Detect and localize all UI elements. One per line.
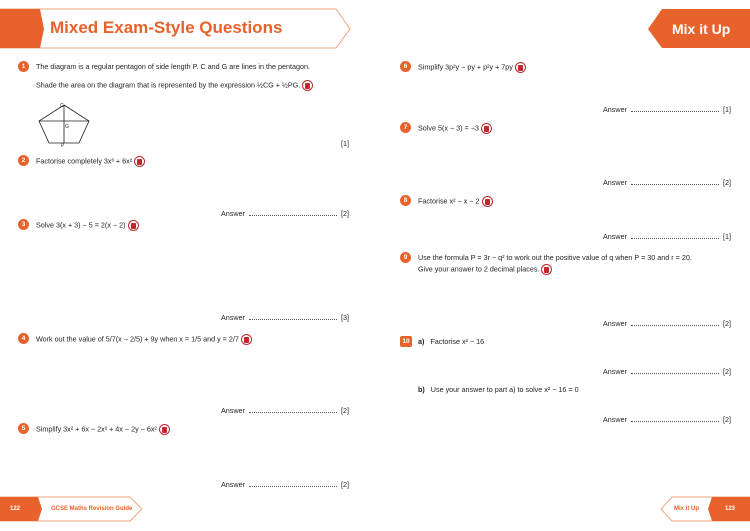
calculator-icon <box>128 220 139 231</box>
calculator-icon <box>159 424 170 435</box>
footer-title-left: GCSE Maths Revision Guide <box>51 506 133 512</box>
answer-field[interactable] <box>603 415 719 424</box>
calculator-icon <box>482 196 493 207</box>
part-label: a) <box>418 337 425 346</box>
answer-field[interactable] <box>221 313 337 322</box>
calculator-icon <box>541 264 552 275</box>
expression: 3x³ + 6x² <box>103 156 133 166</box>
answer-label: Answer <box>221 480 245 489</box>
mark: [3] <box>341 313 349 322</box>
question-text-line: Factorise x² − 16 <box>430 337 485 346</box>
mark: [2] <box>723 367 731 376</box>
question-part-a <box>418 337 484 346</box>
calculator-icon <box>481 123 492 134</box>
label-c: C <box>60 103 64 109</box>
answer-label: Answer <box>603 415 627 424</box>
mark: [2] <box>341 209 349 218</box>
mark: [2] <box>723 415 731 424</box>
question-text <box>36 334 252 345</box>
question-number: 6 <box>400 61 411 72</box>
answer-field[interactable] <box>603 105 719 114</box>
question-number: 4 <box>18 333 29 344</box>
calculator-icon <box>302 80 313 91</box>
answer-field[interactable] <box>603 319 719 328</box>
question-number: 2 <box>18 155 29 166</box>
question-part-b <box>418 385 579 394</box>
label-p: P <box>61 143 65 149</box>
question-number: 3 <box>18 219 29 230</box>
expression: 5/7(x − 2/5) + 9y when x = 1/5 and y = 2/7 <box>105 334 239 344</box>
question-number: 5 <box>18 423 29 434</box>
answer-field[interactable] <box>221 209 337 218</box>
question-text-line: Give your answer to 2 decimal places. <box>418 264 540 274</box>
calculator-icon <box>241 334 252 345</box>
mark: [2] <box>723 178 731 187</box>
answer-field[interactable] <box>603 178 719 187</box>
page-number-left: 122 <box>10 506 21 512</box>
page-number-right: 123 <box>725 506 736 512</box>
question-text-line: Simplify 3x² + 6x − 2x² + 4x − 2y − 6x² <box>36 424 157 434</box>
question-text-line: Shade the area on the diagram that is represented by the expression <box>36 80 255 90</box>
question-text: Use the formula P = 3r − q² to work out the positive value of q when P = 30 and r = 20. <box>418 253 692 262</box>
question-text-line: Solve 5(x − 3) = −3 <box>418 123 479 133</box>
question-number: 1 <box>18 61 29 72</box>
answer-label: Answer <box>221 209 245 218</box>
question-text-line: Factorise completely <box>36 156 102 166</box>
mark: [1] <box>723 105 731 114</box>
label-g: G <box>65 124 69 130</box>
question-text-line: Simplify 3p²y − py + p²y + 7py <box>418 62 513 72</box>
calculator-icon <box>134 156 145 167</box>
question-text-line: Solve 3(x + 3) − 5 = 2(x − 2) <box>36 220 126 230</box>
question-text: The diagram is a regular pentagon of side length P. C and G are lines in the pentagon. <box>36 62 310 71</box>
question-number: 8 <box>400 195 411 206</box>
section-title: Mix it Up <box>672 21 731 37</box>
expression: ½CG + ½PG. <box>256 80 301 90</box>
mark: [2] <box>341 406 349 415</box>
question-text <box>418 62 526 73</box>
mark: [1] <box>341 139 349 148</box>
question-number: 7 <box>400 122 411 133</box>
pentagon-diagram <box>34 100 94 146</box>
answer-label: Answer <box>603 232 627 241</box>
question-text <box>418 123 492 134</box>
question-text <box>36 220 139 231</box>
mark: [2] <box>341 480 349 489</box>
answer-label: Answer <box>603 367 627 376</box>
question-number: 9 <box>400 252 411 263</box>
answer-label: Answer <box>221 406 245 415</box>
question-text-line: Use your answer to part a) to solve x² − 16 = 0 <box>430 385 579 394</box>
part-label: b) <box>418 385 425 394</box>
footer-title-right: Mix it Up <box>674 506 699 512</box>
question-text <box>36 424 170 435</box>
page-title: Mixed Exam-Style Questions <box>50 18 283 37</box>
answer-label: Answer <box>221 313 245 322</box>
question-text-2 <box>36 80 313 91</box>
calculator-icon <box>515 62 526 73</box>
answer-field[interactable] <box>221 406 337 415</box>
answer-label: Answer <box>603 178 627 187</box>
question-text <box>36 156 145 167</box>
answer-field[interactable] <box>603 367 719 376</box>
answer-field[interactable] <box>603 232 719 241</box>
mark: [2] <box>723 319 731 328</box>
answer-label: Answer <box>603 105 627 114</box>
answer-label: Answer <box>603 319 627 328</box>
question-text-2 <box>418 264 552 275</box>
question-text <box>418 196 493 207</box>
answer-field[interactable] <box>221 480 337 489</box>
question-text-line: Factorise x² − x − 2 <box>418 196 480 206</box>
question-text-line: Work out the value of <box>36 334 104 344</box>
mark: [1] <box>723 232 731 241</box>
question-number: 10 <box>400 336 412 347</box>
